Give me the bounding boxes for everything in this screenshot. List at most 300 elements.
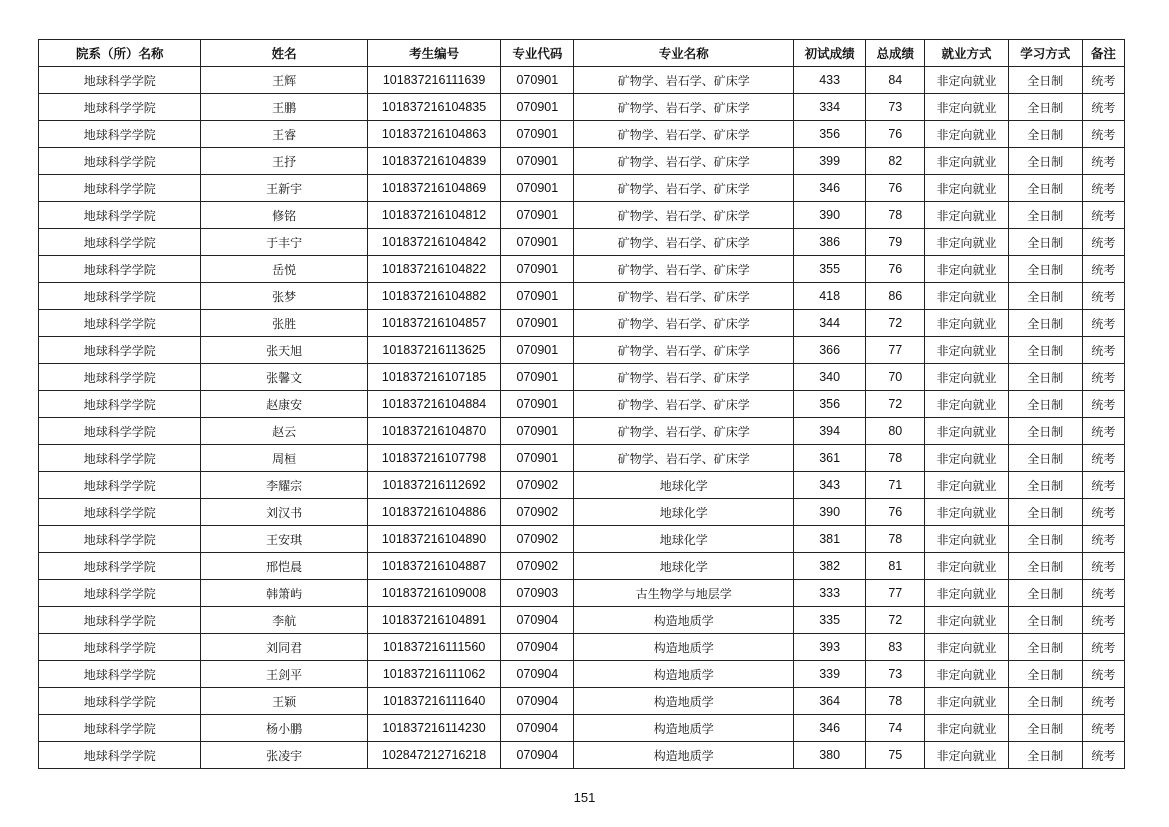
col-department-cell: 地球科学学院: [39, 499, 201, 526]
col-department-cell: 地球科学学院: [39, 283, 201, 310]
col-remarks-cell: 统考: [1082, 445, 1124, 472]
table-row: [39, 148, 1125, 175]
col-initial-score-cell: 355: [794, 256, 866, 283]
table-row: [39, 688, 1125, 715]
col-name-cell: 于丰宁: [201, 229, 367, 256]
col-initial-score-cell: 346: [794, 175, 866, 202]
col-major-code-cell: 070901: [501, 67, 574, 94]
col-department-cell: 地球科学学院: [39, 202, 201, 229]
col-major-name-cell: 矿物学、岩石学、矿床学: [574, 175, 794, 202]
col-employment-type-cell: 非定向就业: [925, 283, 1008, 310]
col-name-cell: 刘汉书: [201, 499, 367, 526]
col-name-header: 姓名: [201, 40, 367, 67]
col-department-cell: 地球科学学院: [39, 67, 201, 94]
table-body: [39, 67, 1125, 769]
col-total-score-cell: 78: [866, 526, 925, 553]
col-study-mode-cell: 全日制: [1008, 148, 1082, 175]
col-study-mode-cell: 全日制: [1008, 256, 1082, 283]
col-major-code-cell: 070901: [501, 418, 574, 445]
table-row: [39, 391, 1125, 418]
col-major-name-cell: 矿物学、岩石学、矿床学: [574, 229, 794, 256]
col-employment-type-cell: 非定向就业: [925, 634, 1008, 661]
col-major-name-cell: 地球化学: [574, 499, 794, 526]
col-name-cell: 王鹏: [201, 94, 367, 121]
col-study-mode-cell: 全日制: [1008, 472, 1082, 499]
col-major-name-cell: 矿物学、岩石学、矿床学: [574, 121, 794, 148]
col-initial-score-cell: 390: [794, 202, 866, 229]
table-row: [39, 67, 1125, 94]
col-department-cell: 地球科学学院: [39, 472, 201, 499]
col-department-cell: 地球科学学院: [39, 715, 201, 742]
col-department-cell: 地球科学学院: [39, 418, 201, 445]
col-employment-type-cell: 非定向就业: [925, 715, 1008, 742]
col-candidate-id-cell: 101837216104812: [367, 202, 500, 229]
col-major-code-cell: 070901: [501, 283, 574, 310]
col-remarks-cell: 统考: [1082, 634, 1124, 661]
col-initial-score-cell: 386: [794, 229, 866, 256]
col-name-cell: 王辉: [201, 67, 367, 94]
col-major-code-cell: 070901: [501, 175, 574, 202]
col-department-cell: 地球科学学院: [39, 229, 201, 256]
col-employment-type-cell: 非定向就业: [925, 202, 1008, 229]
col-department-cell: 地球科学学院: [39, 121, 201, 148]
col-employment-type-cell: 非定向就业: [925, 499, 1008, 526]
col-department-cell: 地球科学学院: [39, 661, 201, 688]
col-remarks-cell: 统考: [1082, 607, 1124, 634]
col-major-code-cell: 070901: [501, 445, 574, 472]
col-department-cell: 地球科学学院: [39, 607, 201, 634]
col-remarks-cell: 统考: [1082, 283, 1124, 310]
col-candidate-id-cell: 101837216104884: [367, 391, 500, 418]
col-employment-type-cell: 非定向就业: [925, 364, 1008, 391]
col-total-score-cell: 76: [866, 121, 925, 148]
col-name-cell: 王剑平: [201, 661, 367, 688]
col-study-mode-cell: 全日制: [1008, 202, 1082, 229]
col-remarks-cell: 统考: [1082, 391, 1124, 418]
col-name-cell: 赵云: [201, 418, 367, 445]
col-study-mode-header: 学习方式: [1008, 40, 1082, 67]
col-total-score-header: 总成绩: [866, 40, 925, 67]
col-initial-score-cell: 333: [794, 580, 866, 607]
col-major-name-cell: 矿物学、岩石学、矿床学: [574, 337, 794, 364]
col-total-score-cell: 79: [866, 229, 925, 256]
col-study-mode-cell: 全日制: [1008, 175, 1082, 202]
col-major-name-cell: 矿物学、岩石学、矿床学: [574, 418, 794, 445]
col-employment-type-cell: 非定向就业: [925, 661, 1008, 688]
col-major-code-cell: 070901: [501, 364, 574, 391]
col-major-name-cell: 矿物学、岩石学、矿床学: [574, 283, 794, 310]
table-row: [39, 661, 1125, 688]
col-employment-type-cell: 非定向就业: [925, 229, 1008, 256]
table-row: [39, 256, 1125, 283]
col-major-code-cell: 070901: [501, 148, 574, 175]
col-candidate-id-cell: 101837216104835: [367, 94, 500, 121]
col-initial-score-cell: 361: [794, 445, 866, 472]
col-name-cell: 张馨文: [201, 364, 367, 391]
col-study-mode-cell: 全日制: [1008, 715, 1082, 742]
col-total-score-cell: 72: [866, 310, 925, 337]
col-initial-score-cell: 390: [794, 499, 866, 526]
col-employment-type-cell: 非定向就业: [925, 121, 1008, 148]
col-major-name-cell: 矿物学、岩石学、矿床学: [574, 202, 794, 229]
col-initial-score-cell: 433: [794, 67, 866, 94]
col-candidate-id-cell: 102847212716218: [367, 742, 500, 769]
col-initial-score-cell: 339: [794, 661, 866, 688]
col-remarks-cell: 统考: [1082, 499, 1124, 526]
col-name-cell: 岳悦: [201, 256, 367, 283]
col-candidate-id-cell: 101837216104857: [367, 310, 500, 337]
col-major-name-cell: 古生物学与地层学: [574, 580, 794, 607]
col-remarks-cell: 统考: [1082, 526, 1124, 553]
col-major-code-cell: 070904: [501, 634, 574, 661]
col-candidate-id-cell: 101837216107185: [367, 364, 500, 391]
col-candidate-id-cell: 101837216104886: [367, 499, 500, 526]
col-remarks-cell: 统考: [1082, 94, 1124, 121]
col-candidate-id-cell: 101837216104869: [367, 175, 500, 202]
col-total-score-cell: 82: [866, 148, 925, 175]
col-major-name-cell: 矿物学、岩石学、矿床学: [574, 148, 794, 175]
col-name-cell: 张梦: [201, 283, 367, 310]
col-employment-type-header: 就业方式: [925, 40, 1008, 67]
table-row: [39, 364, 1125, 391]
table-row: [39, 337, 1125, 364]
table-row: [39, 445, 1125, 472]
col-initial-score-cell: 381: [794, 526, 866, 553]
col-major-name-cell: 地球化学: [574, 472, 794, 499]
table-row: [39, 580, 1125, 607]
col-employment-type-cell: 非定向就业: [925, 472, 1008, 499]
col-candidate-id-cell: 101837216111062: [367, 661, 500, 688]
col-department-cell: 地球科学学院: [39, 742, 201, 769]
col-study-mode-cell: 全日制: [1008, 121, 1082, 148]
col-employment-type-cell: 非定向就业: [925, 742, 1008, 769]
col-department-header: 院系（所）名称: [39, 40, 201, 67]
col-major-code-cell: 070902: [501, 526, 574, 553]
col-remarks-cell: 统考: [1082, 553, 1124, 580]
table-row: [39, 607, 1125, 634]
col-initial-score-header: 初试成绩: [794, 40, 866, 67]
col-name-cell: 周桓: [201, 445, 367, 472]
col-total-score-cell: 83: [866, 634, 925, 661]
col-total-score-cell: 70: [866, 364, 925, 391]
col-study-mode-cell: 全日制: [1008, 607, 1082, 634]
col-study-mode-cell: 全日制: [1008, 418, 1082, 445]
col-total-score-cell: 78: [866, 688, 925, 715]
col-candidate-id-cell: 101837216104822: [367, 256, 500, 283]
col-remarks-cell: 统考: [1082, 256, 1124, 283]
col-major-code-cell: 070901: [501, 310, 574, 337]
col-study-mode-cell: 全日制: [1008, 445, 1082, 472]
table-row: [39, 283, 1125, 310]
col-major-name-cell: 矿物学、岩石学、矿床学: [574, 364, 794, 391]
col-candidate-id-cell: 101837216104863: [367, 121, 500, 148]
table-row: [39, 175, 1125, 202]
table-row: [39, 418, 1125, 445]
col-remarks-cell: 统考: [1082, 202, 1124, 229]
col-major-code-cell: 070901: [501, 229, 574, 256]
col-major-code-cell: 070904: [501, 661, 574, 688]
table-row: [39, 499, 1125, 526]
col-candidate-id-cell: 101837216104887: [367, 553, 500, 580]
col-study-mode-cell: 全日制: [1008, 661, 1082, 688]
col-remarks-cell: 统考: [1082, 67, 1124, 94]
col-major-code-cell: 070902: [501, 472, 574, 499]
col-initial-score-cell: 356: [794, 121, 866, 148]
col-name-cell: 王睿: [201, 121, 367, 148]
col-candidate-id-cell: 101837216112692: [367, 472, 500, 499]
col-major-code-header: 专业代码: [501, 40, 574, 67]
table-row: [39, 634, 1125, 661]
col-initial-score-cell: 335: [794, 607, 866, 634]
table-row: [39, 553, 1125, 580]
col-initial-score-cell: 346: [794, 715, 866, 742]
table-header-row: [39, 40, 1125, 67]
col-major-name-cell: 矿物学、岩石学、矿床学: [574, 391, 794, 418]
col-employment-type-cell: 非定向就业: [925, 580, 1008, 607]
col-initial-score-cell: 393: [794, 634, 866, 661]
col-total-score-cell: 76: [866, 175, 925, 202]
col-department-cell: 地球科学学院: [39, 148, 201, 175]
col-remarks-cell: 统考: [1082, 229, 1124, 256]
col-department-cell: 地球科学学院: [39, 175, 201, 202]
col-employment-type-cell: 非定向就业: [925, 418, 1008, 445]
col-candidate-id-cell: 101837216111639: [367, 67, 500, 94]
col-major-code-cell: 070901: [501, 202, 574, 229]
col-candidate-id-cell: 101837216109008: [367, 580, 500, 607]
table-row: [39, 202, 1125, 229]
col-study-mode-cell: 全日制: [1008, 634, 1082, 661]
col-major-name-header: 专业名称: [574, 40, 794, 67]
col-initial-score-cell: 418: [794, 283, 866, 310]
col-employment-type-cell: 非定向就业: [925, 67, 1008, 94]
col-candidate-id-cell: 101837216113625: [367, 337, 500, 364]
col-candidate-id-cell: 101837216104882: [367, 283, 500, 310]
col-employment-type-cell: 非定向就业: [925, 526, 1008, 553]
col-remarks-cell: 统考: [1082, 742, 1124, 769]
col-study-mode-cell: 全日制: [1008, 391, 1082, 418]
col-major-name-cell: 矿物学、岩石学、矿床学: [574, 256, 794, 283]
col-major-name-cell: 构造地质学: [574, 688, 794, 715]
col-study-mode-cell: 全日制: [1008, 742, 1082, 769]
col-name-cell: 王抒: [201, 148, 367, 175]
col-study-mode-cell: 全日制: [1008, 229, 1082, 256]
col-total-score-cell: 78: [866, 202, 925, 229]
col-candidate-id-cell: 101837216114230: [367, 715, 500, 742]
col-name-cell: 韩箫屿: [201, 580, 367, 607]
col-study-mode-cell: 全日制: [1008, 580, 1082, 607]
col-remarks-cell: 统考: [1082, 337, 1124, 364]
col-total-score-cell: 73: [866, 94, 925, 121]
col-name-cell: 修铭: [201, 202, 367, 229]
col-remarks-cell: 统考: [1082, 121, 1124, 148]
col-department-cell: 地球科学学院: [39, 310, 201, 337]
col-major-code-cell: 070901: [501, 337, 574, 364]
table-row: [39, 472, 1125, 499]
col-total-score-cell: 74: [866, 715, 925, 742]
table-row: [39, 526, 1125, 553]
col-remarks-cell: 统考: [1082, 310, 1124, 337]
col-initial-score-cell: 366: [794, 337, 866, 364]
col-department-cell: 地球科学学院: [39, 364, 201, 391]
col-initial-score-cell: 343: [794, 472, 866, 499]
col-major-code-cell: 070901: [501, 94, 574, 121]
col-major-name-cell: 矿物学、岩石学、矿床学: [574, 67, 794, 94]
admission-table: [38, 39, 1125, 769]
col-total-score-cell: 71: [866, 472, 925, 499]
col-major-code-cell: 070901: [501, 391, 574, 418]
col-initial-score-cell: 382: [794, 553, 866, 580]
col-department-cell: 地球科学学院: [39, 94, 201, 121]
col-remarks-cell: 统考: [1082, 148, 1124, 175]
col-candidate-id-cell: 101837216104870: [367, 418, 500, 445]
col-name-cell: 王安琪: [201, 526, 367, 553]
col-major-name-cell: 矿物学、岩石学、矿床学: [574, 94, 794, 121]
col-total-score-cell: 72: [866, 391, 925, 418]
col-major-name-cell: 构造地质学: [574, 634, 794, 661]
col-initial-score-cell: 394: [794, 418, 866, 445]
col-employment-type-cell: 非定向就业: [925, 256, 1008, 283]
col-remarks-cell: 统考: [1082, 661, 1124, 688]
table-row: [39, 229, 1125, 256]
col-total-score-cell: 81: [866, 553, 925, 580]
col-major-code-cell: 070904: [501, 607, 574, 634]
col-total-score-cell: 77: [866, 337, 925, 364]
col-total-score-cell: 72: [866, 607, 925, 634]
col-employment-type-cell: 非定向就业: [925, 553, 1008, 580]
col-department-cell: 地球科学学院: [39, 553, 201, 580]
col-name-cell: 刘同君: [201, 634, 367, 661]
col-remarks-cell: 统考: [1082, 175, 1124, 202]
col-study-mode-cell: 全日制: [1008, 283, 1082, 310]
col-name-cell: 杨小鹏: [201, 715, 367, 742]
col-employment-type-cell: 非定向就业: [925, 607, 1008, 634]
col-total-score-cell: 76: [866, 499, 925, 526]
col-major-name-cell: 构造地质学: [574, 715, 794, 742]
table-row: [39, 742, 1125, 769]
col-department-cell: 地球科学学院: [39, 580, 201, 607]
col-major-code-cell: 070904: [501, 742, 574, 769]
col-remarks-cell: 统考: [1082, 364, 1124, 391]
table-row: [39, 94, 1125, 121]
col-initial-score-cell: 380: [794, 742, 866, 769]
col-major-code-cell: 070902: [501, 553, 574, 580]
col-study-mode-cell: 全日制: [1008, 67, 1082, 94]
page-number: 151: [573, 790, 596, 805]
col-remarks-header: 备注: [1082, 40, 1124, 67]
col-department-cell: 地球科学学院: [39, 337, 201, 364]
col-study-mode-cell: 全日制: [1008, 553, 1082, 580]
col-major-name-cell: 矿物学、岩石学、矿床学: [574, 445, 794, 472]
col-employment-type-cell: 非定向就业: [925, 175, 1008, 202]
col-major-code-cell: 070904: [501, 688, 574, 715]
col-candidate-id-cell: 101837216104891: [367, 607, 500, 634]
col-name-cell: 邢恺晨: [201, 553, 367, 580]
col-total-score-cell: 76: [866, 256, 925, 283]
col-study-mode-cell: 全日制: [1008, 337, 1082, 364]
col-candidate-id-cell: 101837216111560: [367, 634, 500, 661]
col-remarks-cell: 统考: [1082, 472, 1124, 499]
col-candidate-id-cell: 101837216104842: [367, 229, 500, 256]
col-major-code-cell: 070901: [501, 256, 574, 283]
col-total-score-cell: 77: [866, 580, 925, 607]
col-remarks-cell: 统考: [1082, 688, 1124, 715]
col-total-score-cell: 80: [866, 418, 925, 445]
col-remarks-cell: 统考: [1082, 418, 1124, 445]
col-department-cell: 地球科学学院: [39, 688, 201, 715]
col-major-code-cell: 070903: [501, 580, 574, 607]
col-initial-score-cell: 340: [794, 364, 866, 391]
col-total-score-cell: 86: [866, 283, 925, 310]
col-major-name-cell: 地球化学: [574, 526, 794, 553]
col-study-mode-cell: 全日制: [1008, 526, 1082, 553]
col-major-code-cell: 070902: [501, 499, 574, 526]
col-employment-type-cell: 非定向就业: [925, 337, 1008, 364]
col-employment-type-cell: 非定向就业: [925, 391, 1008, 418]
table-row: [39, 310, 1125, 337]
col-employment-type-cell: 非定向就业: [925, 310, 1008, 337]
col-study-mode-cell: 全日制: [1008, 688, 1082, 715]
col-initial-score-cell: 344: [794, 310, 866, 337]
col-employment-type-cell: 非定向就业: [925, 148, 1008, 175]
col-initial-score-cell: 334: [794, 94, 866, 121]
col-name-cell: 李耀宗: [201, 472, 367, 499]
col-name-cell: 王新宇: [201, 175, 367, 202]
col-major-name-cell: 构造地质学: [574, 742, 794, 769]
table-row: [39, 715, 1125, 742]
col-major-name-cell: 地球化学: [574, 553, 794, 580]
table-row: [39, 121, 1125, 148]
col-major-code-cell: 070901: [501, 121, 574, 148]
col-total-score-cell: 75: [866, 742, 925, 769]
col-department-cell: 地球科学学院: [39, 526, 201, 553]
col-initial-score-cell: 364: [794, 688, 866, 715]
col-remarks-cell: 统考: [1082, 580, 1124, 607]
col-name-cell: 张胜: [201, 310, 367, 337]
col-name-cell: 赵康安: [201, 391, 367, 418]
col-candidate-id-cell: 101837216104890: [367, 526, 500, 553]
col-study-mode-cell: 全日制: [1008, 499, 1082, 526]
col-employment-type-cell: 非定向就业: [925, 94, 1008, 121]
col-major-name-cell: 构造地质学: [574, 607, 794, 634]
col-department-cell: 地球科学学院: [39, 391, 201, 418]
col-department-cell: 地球科学学院: [39, 256, 201, 283]
col-major-code-cell: 070904: [501, 715, 574, 742]
col-candidate-id-cell: 101837216111640: [367, 688, 500, 715]
col-initial-score-cell: 356: [794, 391, 866, 418]
col-major-name-cell: 矿物学、岩石学、矿床学: [574, 310, 794, 337]
col-total-score-cell: 73: [866, 661, 925, 688]
col-candidate-id-header: 考生编号: [367, 40, 500, 67]
col-name-cell: 张凌宇: [201, 742, 367, 769]
col-total-score-cell: 84: [866, 67, 925, 94]
col-study-mode-cell: 全日制: [1008, 94, 1082, 121]
col-employment-type-cell: 非定向就业: [925, 445, 1008, 472]
col-initial-score-cell: 399: [794, 148, 866, 175]
col-name-cell: 李航: [201, 607, 367, 634]
col-major-name-cell: 构造地质学: [574, 661, 794, 688]
col-name-cell: 王颖: [201, 688, 367, 715]
col-candidate-id-cell: 101837216107798: [367, 445, 500, 472]
col-department-cell: 地球科学学院: [39, 634, 201, 661]
col-study-mode-cell: 全日制: [1008, 310, 1082, 337]
col-employment-type-cell: 非定向就业: [925, 688, 1008, 715]
col-name-cell: 张天旭: [201, 337, 367, 364]
col-remarks-cell: 统考: [1082, 715, 1124, 742]
col-department-cell: 地球科学学院: [39, 445, 201, 472]
col-study-mode-cell: 全日制: [1008, 364, 1082, 391]
col-total-score-cell: 78: [866, 445, 925, 472]
col-candidate-id-cell: 101837216104839: [367, 148, 500, 175]
